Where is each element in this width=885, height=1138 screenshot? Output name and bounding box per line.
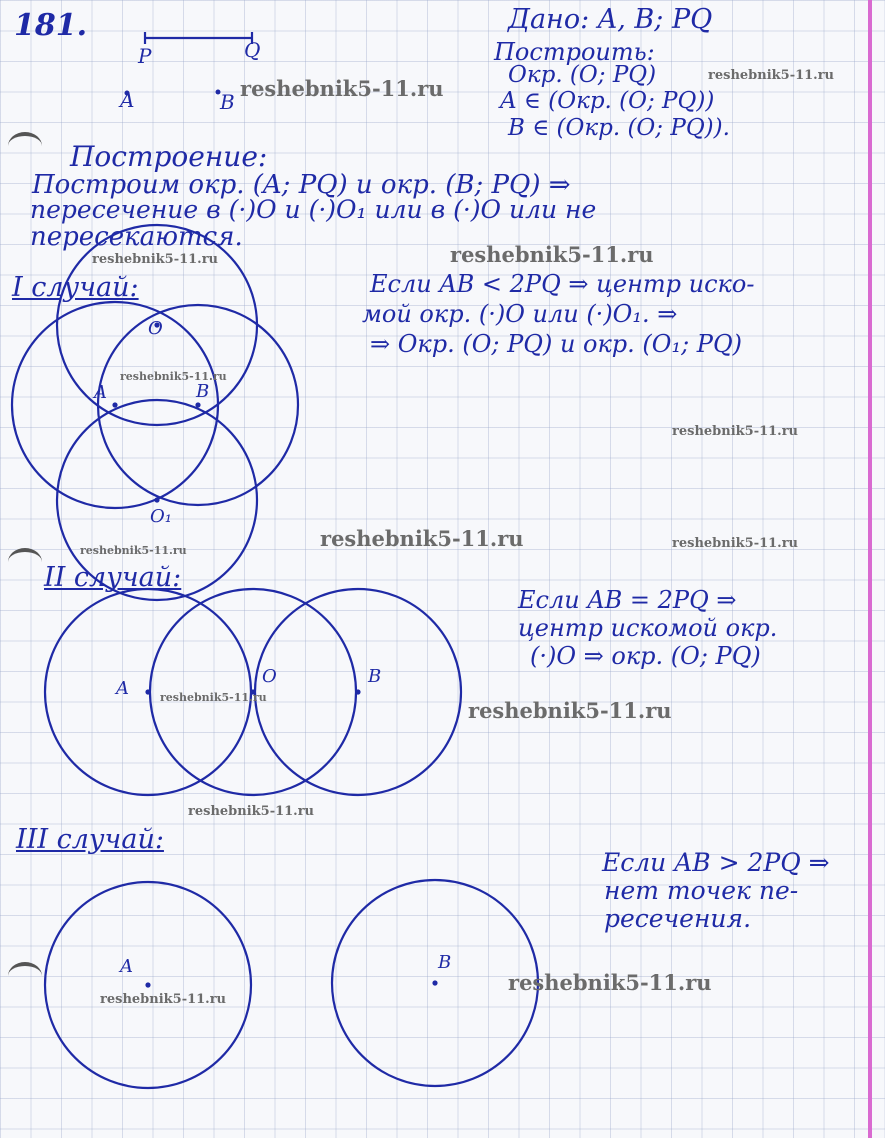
given-title: Дано: A, B; PQ <box>508 4 713 35</box>
watermark: reshebnik5-11.ru <box>672 424 799 439</box>
case2-point-b <box>355 689 360 694</box>
case1-note-2: мой окр. (·)O или (·)O₁. ⇒ <box>362 300 678 328</box>
case2-title: II случай: <box>44 562 182 593</box>
case1-label-a: A <box>94 382 107 403</box>
problem-number: 181. <box>14 8 88 43</box>
given-line-1: Окр. (O; PQ) <box>508 62 657 88</box>
watermark: reshebnik5-11.ru <box>708 68 835 83</box>
watermark: reshebnik5-11.ru <box>508 970 712 995</box>
case1-label-o1: O₁ <box>150 506 172 527</box>
case1-label-o: O <box>148 318 163 339</box>
case3-note-3: ресечения. <box>604 904 752 933</box>
construct-label: Построить: <box>494 38 655 66</box>
case1-note-3: ⇒ Окр. (O; PQ) и окр. (O₁; PQ) <box>370 330 742 358</box>
watermark: reshebnik5-11.ru <box>468 698 672 723</box>
watermark: reshebnik5-11.ru <box>120 370 227 383</box>
construction-line-2: пересечение в (·)O и (·)O₁ или в (·)O или не <box>30 195 597 224</box>
case1-point-a <box>112 402 117 407</box>
watermark: reshebnik5-11.ru <box>672 536 799 551</box>
label-b: B <box>220 90 235 114</box>
construction-line-3: пересекаются. <box>30 222 243 252</box>
watermark: reshebnik5-11.ru <box>160 691 267 704</box>
case3-title: III случай: <box>16 824 164 855</box>
watermark: reshebnik5-11.ru <box>240 76 444 101</box>
case3-note-2: нет точек пе- <box>604 876 799 905</box>
case2-label-b: B <box>368 666 382 687</box>
case1-title: I случай: <box>12 272 139 303</box>
watermark: reshebnik5-11.ru <box>92 252 219 267</box>
watermark: reshebnik5-11.ru <box>320 526 524 551</box>
case1-point-o1 <box>154 497 159 502</box>
watermark: reshebnik5-11.ru <box>188 804 315 819</box>
case1-note-1: Если AB < 2PQ ⇒ центр иско- <box>370 270 755 298</box>
case2-label-a: A <box>116 678 129 699</box>
case2-point-a <box>145 689 150 694</box>
case1-point-b <box>195 402 200 407</box>
watermark: reshebnik5-11.ru <box>450 242 654 267</box>
case3-point-b <box>432 980 437 985</box>
watermark: reshebnik5-11.ru <box>100 992 227 1007</box>
case3-point-a <box>145 982 150 987</box>
label-q: Q <box>244 38 261 62</box>
case2-note-3: (·)O ⇒ окр. (O; PQ) <box>530 642 761 670</box>
case3-note-1: Если AB > 2PQ ⇒ <box>602 848 830 877</box>
case2-note-2: центр искомой окр. <box>518 614 778 642</box>
case1-label-b: B <box>196 381 210 402</box>
construction-line-1: Построим окр. (A; PQ) и окр. (B; PQ) ⇒ <box>32 170 571 200</box>
case3-label-a: A <box>120 956 133 977</box>
label-a: A <box>120 88 135 112</box>
case2-label-o: O <box>262 666 277 687</box>
given-line-2: A ∈ (Окр. (O; PQ)) <box>500 88 715 114</box>
given-line-3: B ∈ (Окр. (O; PQ)). <box>508 115 730 141</box>
case2-note-1: Если AB = 2PQ ⇒ <box>518 586 737 614</box>
construction-title: Построение: <box>70 140 268 173</box>
watermark: reshebnik5-11.ru <box>80 544 187 557</box>
label-p: P <box>138 44 152 68</box>
case3-label-b: B <box>438 952 452 973</box>
